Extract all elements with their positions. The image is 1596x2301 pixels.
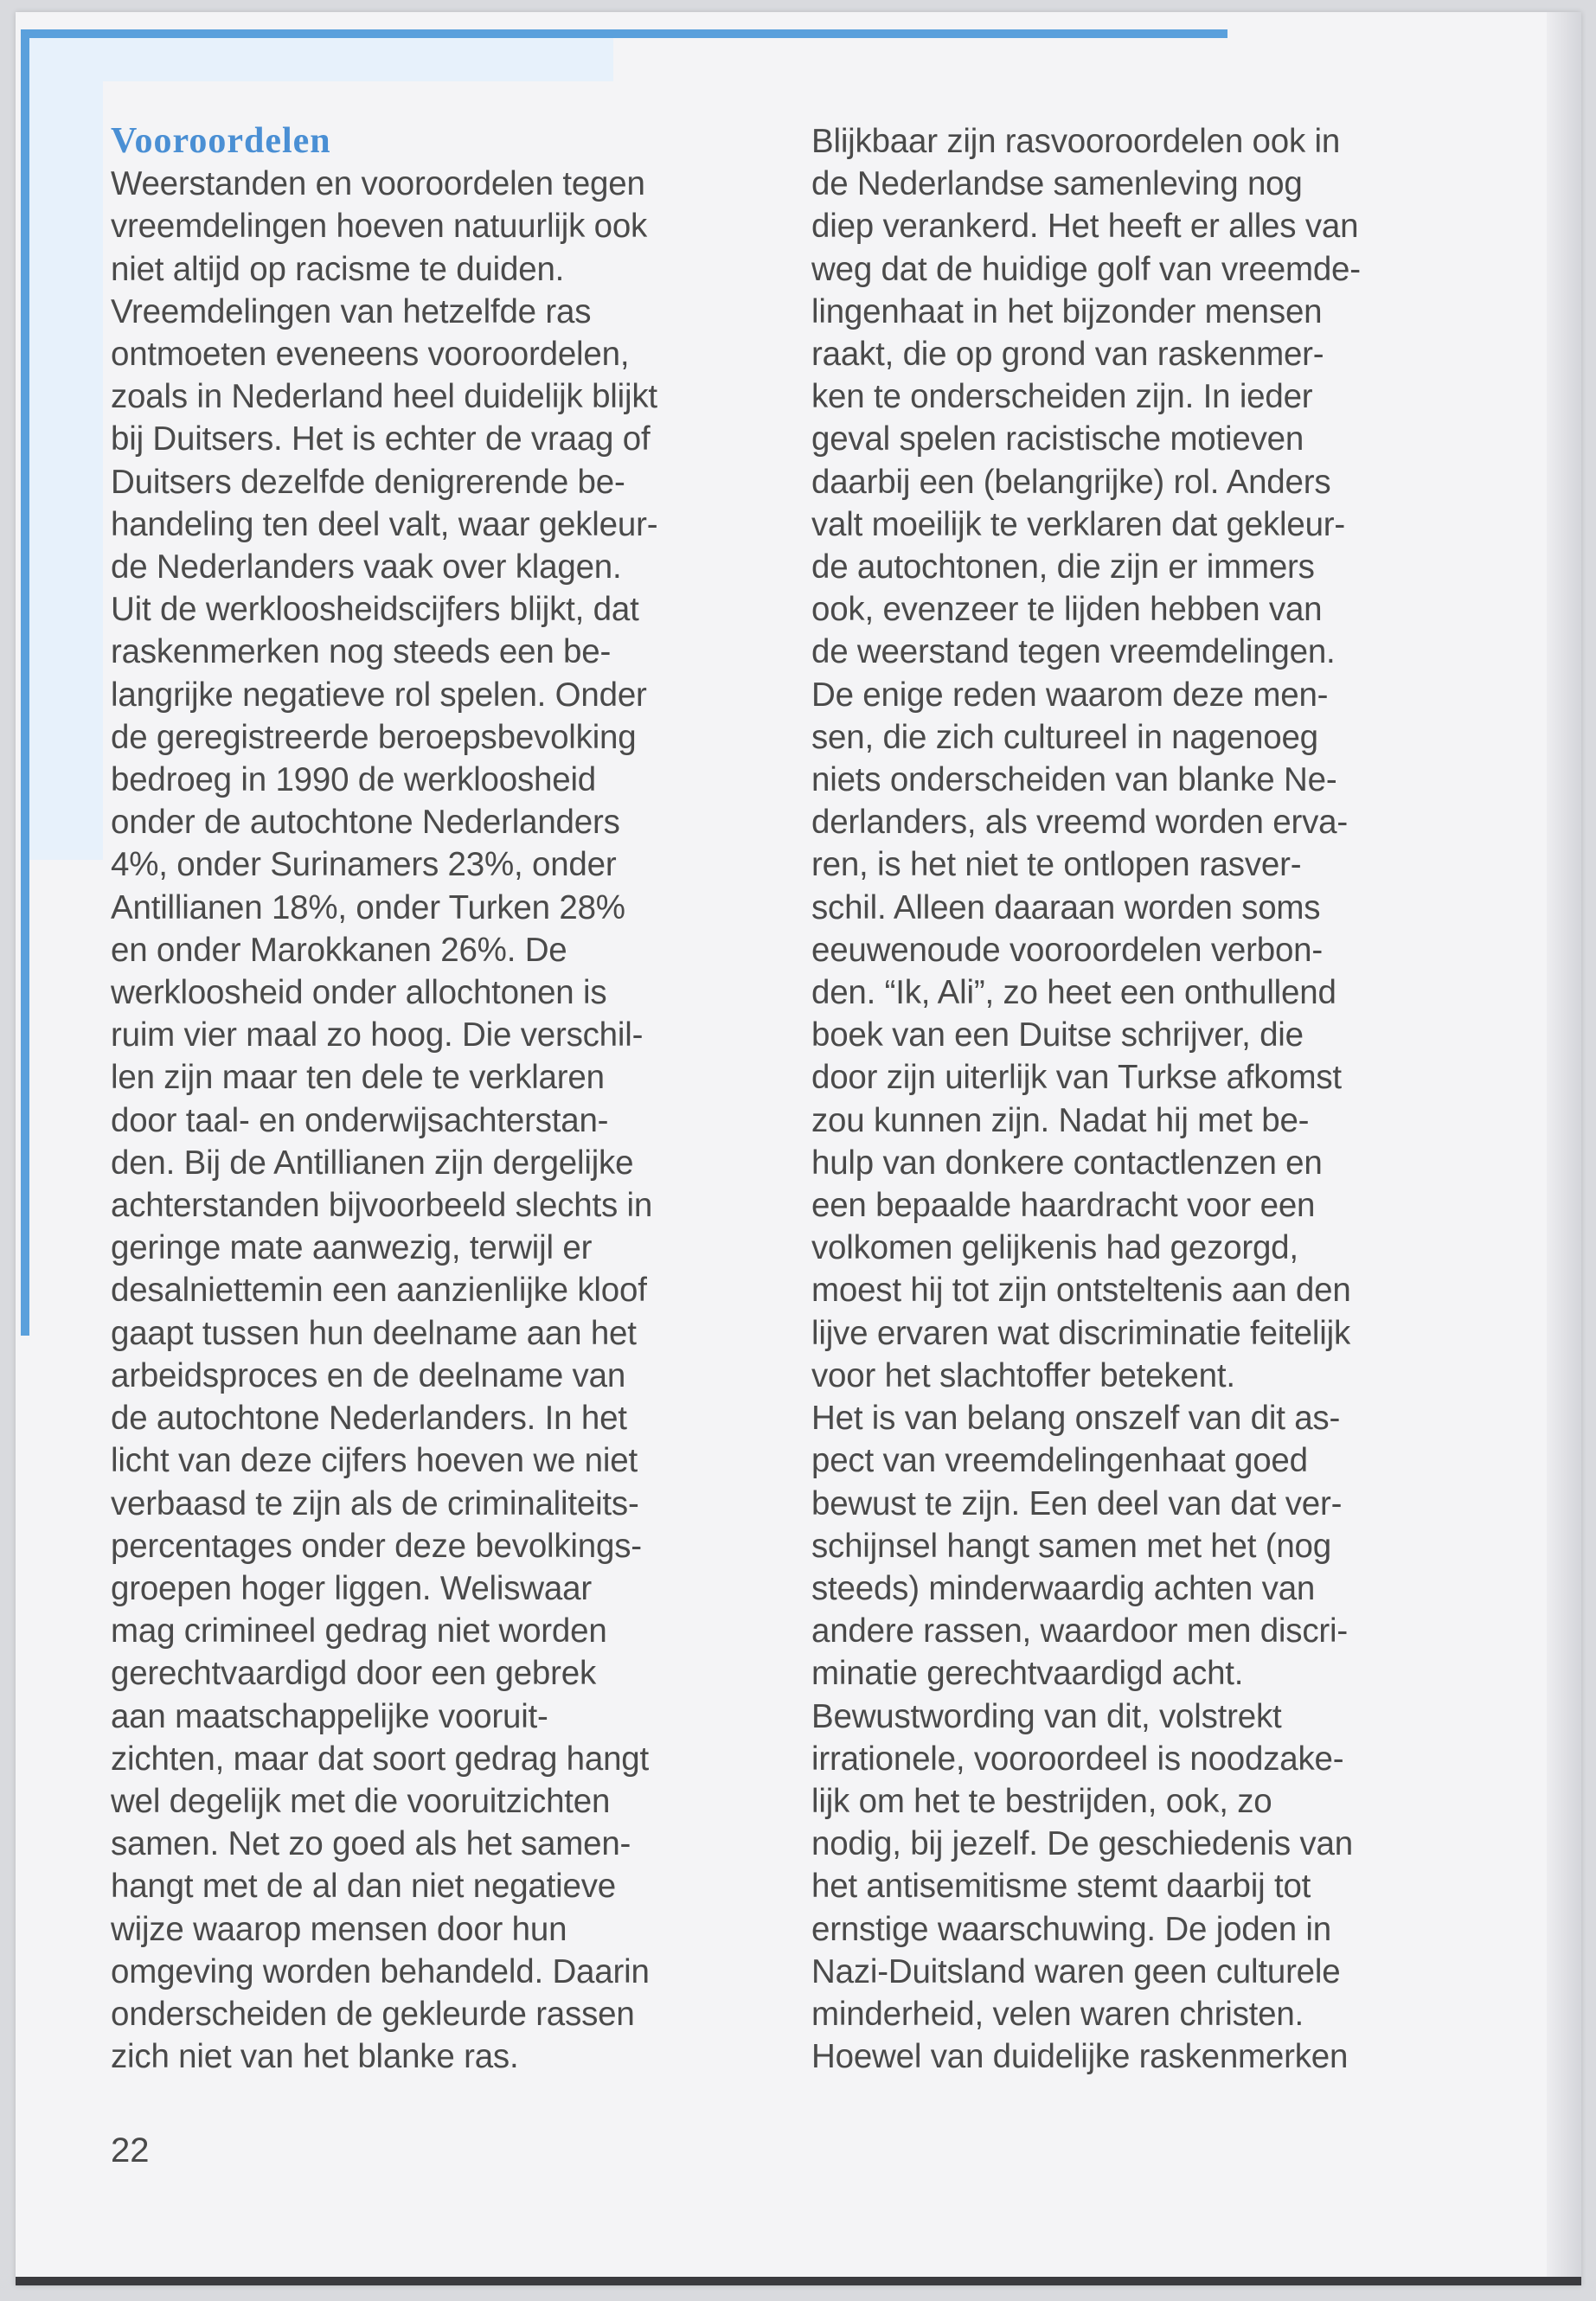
left-rule	[21, 29, 29, 1336]
text-line: nodig, bij jezelf. De geschiedenis van	[811, 1825, 1353, 1863]
text-line: door taal- en onderwijsachterstan-	[111, 1101, 609, 1139]
text-line: omgeving worden behandeld. Daarin	[111, 1952, 650, 1990]
page-fold-edge	[1547, 12, 1581, 2285]
text-line: Antillianen 18%, onder Turken 28%	[111, 888, 625, 926]
text-line: schijnsel hangt samen met het (nog	[811, 1527, 1331, 1565]
text-line: De enige reden waarom deze men-	[811, 676, 1329, 714]
text-line: de weerstand tegen vreemdelingen.	[811, 633, 1336, 671]
page-number: 22	[111, 2131, 150, 2170]
text-line: Hoewel van duidelijke raskenmerken	[811, 2038, 1349, 2076]
text-line: minatie gerechtvaardigd acht.	[811, 1655, 1244, 1693]
text-line: schil. Alleen daaraan worden soms	[811, 888, 1321, 926]
text-line: minderheid, velen waren christen.	[811, 1995, 1304, 2033]
left-column-text	[111, 163, 734, 2078]
text-line: den. “Ik, Ali”, zo heet een onthullend	[811, 974, 1336, 1012]
text-line: een bepaalde haardracht voor een	[811, 1187, 1316, 1225]
text-line: bij Duitsers. Het is echter de vraag of	[111, 420, 651, 458]
text-line: Vreemdelingen van hetzelfde ras	[111, 292, 592, 330]
text-line: boek van een Duitse schrijver, die	[811, 1016, 1304, 1054]
blue-side-band	[21, 81, 103, 860]
section-heading: Vooroordelen	[111, 121, 331, 161]
text-line: Bewustwording van dit, volstrekt	[811, 1697, 1282, 1735]
text-line: de Nederlandse samenleving nog	[811, 165, 1303, 203]
text-line: daarbij een (belangrijke) rol. Anders	[811, 463, 1331, 501]
text-line: de Nederlanders vaak over klagen.	[111, 548, 622, 586]
text-line: den. Bij de Antillianen zijn dergelijke	[111, 1144, 634, 1182]
top-rule	[21, 29, 1227, 38]
text-line: de geregistreerde beroepsbevolking	[111, 718, 637, 756]
text-line: hangt met de al dan niet negatieve	[111, 1868, 616, 1906]
text-line: voor het slachtoffer betekent.	[811, 1356, 1235, 1394]
text-line: zichten, maar dat soort gedrag hangt	[111, 1740, 650, 1778]
text-line: Uit de werkloosheidscijfers blijkt, dat	[111, 591, 639, 629]
text-line: 4%, onder Surinamers 23%, onder	[111, 846, 617, 884]
text-line: ook, evenzeer te lijden hebben van	[811, 591, 1323, 629]
bottom-edge	[16, 2277, 1581, 2285]
text-line: ontmoeten eveneens vooroordelen,	[111, 336, 630, 374]
text-line: werkloosheid onder allochtonen is	[111, 974, 607, 1012]
text-line: ken te onderscheiden zijn. In ieder	[811, 378, 1313, 416]
text-line: desalniettemin een aanzienlijke kloof	[111, 1272, 647, 1310]
text-line: sen, die zich cultureel in nagenoeg	[811, 718, 1318, 756]
text-line: niets onderscheiden van blanke Ne-	[811, 761, 1337, 799]
text-line: hulp van donkere contactlenzen en	[811, 1144, 1323, 1182]
text-line: ruim vier maal zo hoog. Die verschil-	[111, 1016, 644, 1054]
text-line: len zijn maar ten dele te verklaren	[111, 1059, 605, 1097]
text-line: langrijke negatieve rol spelen. Onder	[111, 676, 647, 714]
text-line: onderscheiden de gekleurde rassen	[111, 1995, 635, 2033]
text-line: Het is van belang onszelf van dit as-	[811, 1400, 1341, 1438]
text-line: geval spelen racistische motieven	[811, 420, 1304, 458]
text-line: bewust te zijn. Een deel van dat ver-	[811, 1484, 1343, 1522]
text-line: Nazi-Duitsland waren geen culturele	[811, 1952, 1341, 1990]
right-column	[811, 120, 1439, 2078]
text-line: zich niet van het blanke ras.	[111, 2038, 519, 2076]
text-line: groepen hoger liggen. Weliswaar	[111, 1569, 592, 1607]
text-line: wel degelijk met die vooruitzichten	[111, 1782, 611, 1820]
text-line: zou kunnen zijn. Nadat hij met be-	[811, 1101, 1310, 1139]
blue-header-box	[21, 38, 613, 81]
text-line: gaapt tussen hun deelname aan het	[111, 1314, 637, 1352]
text-line: Duitsers dezelfde denigrerende be-	[111, 463, 625, 501]
text-line: verbaasd te zijn als de criminaliteits-	[111, 1484, 639, 1522]
text-line: het antisemitisme stemt daarbij tot	[811, 1868, 1311, 1906]
book-page	[16, 12, 1581, 2285]
text-line: lijve ervaren wat discriminatie feitelijk	[811, 1314, 1350, 1352]
text-line: de autochtone Nederlanders. In het	[111, 1400, 627, 1438]
text-line: lingenhaat in het bijzonder mensen	[811, 292, 1323, 330]
text-line: derlanders, als vreemd worden erva-	[811, 804, 1348, 842]
text-line: arbeidsproces en de deelname van	[111, 1356, 626, 1394]
text-line: de autochtonen, die zijn er immers	[811, 548, 1315, 586]
text-line: gerechtvaardigd door een gebrek	[111, 1655, 596, 1693]
text-line: lijk om het te bestrijden, ook, zo	[811, 1782, 1272, 1820]
text-line: niet altijd op racisme te duiden.	[111, 250, 565, 288]
text-line: handeling ten deel valt, waar gekleur-	[111, 505, 658, 543]
text-line: achterstanden bijvoorbeeld slechts in	[111, 1187, 653, 1225]
text-line: volkomen gelijkenis had gezorgd,	[811, 1229, 1298, 1267]
text-line: steeds) minderwaardig achten van	[811, 1569, 1316, 1607]
text-line: weg dat de huidige golf van vreemde-	[811, 250, 1361, 288]
text-line: percentages onder deze bevolkings-	[111, 1527, 642, 1565]
right-column-text	[811, 120, 1439, 2078]
text-line: raskenmerken nog steeds een be-	[111, 633, 612, 671]
text-line: irrationele, vooroordeel is noodzake-	[811, 1740, 1344, 1778]
text-line: aan maatschappelijke vooruit-	[111, 1697, 548, 1735]
text-line: Weerstanden en vooroordelen tegen	[111, 165, 645, 203]
text-line: moest hij tot zijn ontsteltenis aan den	[811, 1272, 1351, 1310]
text-line: andere rassen, waardoor men discri-	[811, 1612, 1348, 1650]
text-line: mag crimineel gedrag niet worden	[111, 1612, 607, 1650]
text-line: valt moeilijk te verklaren dat gekleur-	[811, 505, 1346, 543]
text-line: ren, is het niet te ontlopen rasver-	[811, 846, 1302, 884]
text-line: zoals in Nederland heel duidelijk blijkt	[111, 378, 657, 416]
text-line: samen. Net zo goed als het samen-	[111, 1825, 631, 1863]
text-line: onder de autochtone Nederlanders	[111, 804, 620, 842]
text-line: licht van deze cijfers hoeven we niet	[111, 1442, 638, 1480]
text-line: Blijkbaar zijn rasvooroordelen ook in	[811, 123, 1341, 160]
text-line: ernstige waarschuwing. De joden in	[811, 1910, 1331, 1948]
text-line: door zijn uiterlijk van Turkse afkomst	[811, 1059, 1342, 1097]
left-column	[111, 120, 734, 2078]
text-line: en onder Marokkanen 26%. De	[111, 931, 567, 969]
text-line: wijze waarop mensen door hun	[111, 1910, 567, 1948]
text-line: pect van vreemdelingenhaat goed	[811, 1442, 1308, 1480]
text-line: eeuwenoude vooroordelen verbon-	[811, 931, 1323, 969]
text-line: raakt, die op grond van raskenmer-	[811, 336, 1324, 374]
text-line: diep verankerd. Het heeft er alles van	[811, 208, 1359, 246]
text-line: bedroeg in 1990 de werkloosheid	[111, 761, 597, 799]
text-line: vreemdelingen hoeven natuurlijk ook	[111, 208, 648, 246]
text-line: geringe mate aanwezig, terwijl er	[111, 1229, 593, 1267]
